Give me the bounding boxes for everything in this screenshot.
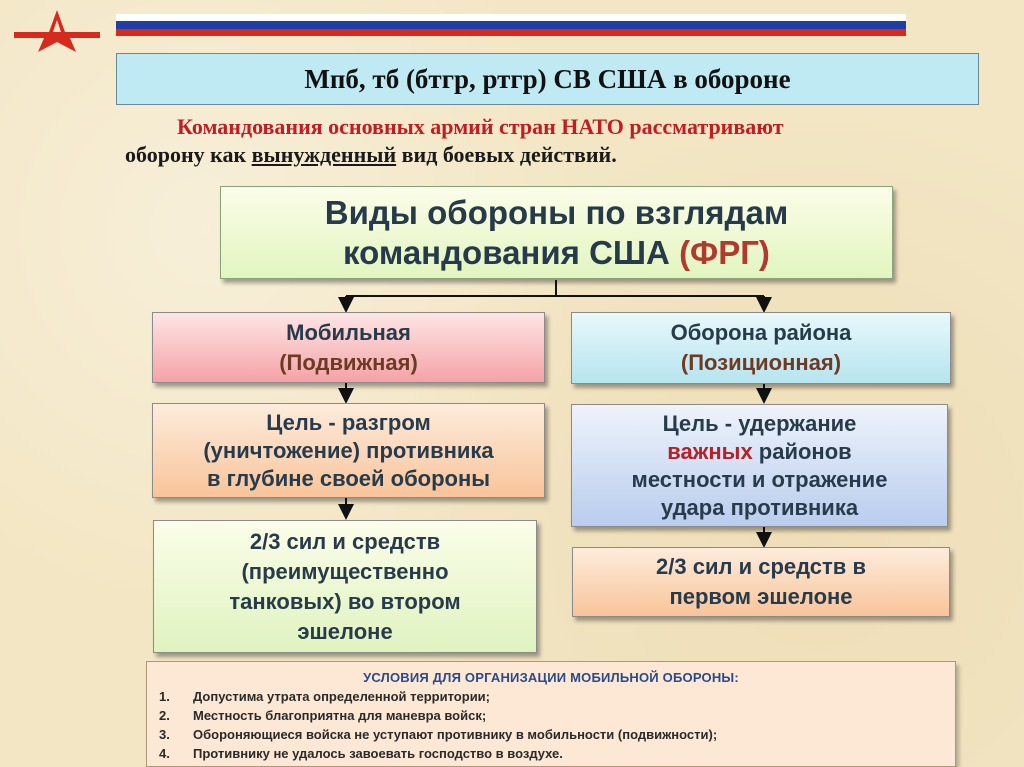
list-item-text: Местность благоприятна для маневра войск; (193, 708, 487, 723)
conditions-list (147, 687, 955, 763)
heading-line-2-text: командования США (343, 233, 680, 271)
heading-line-1: Виды обороны по взглядам (324, 193, 789, 231)
area-forces-line-2: первом эшелоне (669, 584, 853, 609)
list-item-text: Обороняющиеся войска не уступают противнику в мобильности (подвижности); (193, 727, 718, 742)
mobile-goal-line-2: (уничтожение) противника (203, 437, 494, 463)
area-forces-line-1: 2/3 сил и средств в (656, 554, 866, 579)
intro-line-1: Командования основных армий стран НАТО рассматривают (177, 114, 784, 139)
mobile-defense-goal-box (152, 403, 545, 498)
mobile-forces-line-4: эшелоне (297, 618, 393, 644)
mobile-goal-line-3: в глубине своей обороны (206, 465, 491, 491)
list-item (147, 725, 955, 744)
list-item (147, 744, 955, 763)
mobile-defense-conditions-box (146, 661, 956, 767)
intro-underlined-word: вынужденный (251, 142, 397, 167)
list-item-number: 4. (159, 746, 170, 761)
area-defense-goal-box (571, 404, 948, 527)
area-defense-name: Оборона района (670, 320, 852, 345)
page-title: Мпб, тб (бтгр, ртгр) СВ США в обороне (116, 53, 979, 105)
list-item-text: Противнику не удалось завоевать господство в воздухе. (193, 746, 563, 761)
list-item-number: 3. (159, 727, 170, 742)
area-defense-subtitle: (Позиционная) (680, 350, 842, 375)
area-goal-line-4: удара противника (660, 494, 859, 520)
area-defense-box (571, 312, 951, 384)
area-goal-line-1: Цель - удержание (662, 410, 857, 436)
area-goal-line-2-rest: районов (752, 438, 852, 464)
list-item-text: Допустима утрата определенной территории; (193, 689, 491, 704)
mobile-goal-line-1: Цель - разгром (266, 409, 431, 435)
mobile-defense-subtitle: (Подвижная) (279, 349, 418, 375)
list-item (147, 706, 955, 725)
area-defense-forces-box (572, 547, 950, 617)
mobile-forces-line-3: танковых) во втором (229, 588, 461, 614)
area-goal-line-2 (667, 438, 851, 466)
mobile-defense-forces-box (153, 520, 537, 653)
mobile-forces-line-1: 2/3 сил и средств (249, 528, 441, 554)
mobile-defense-box (152, 312, 545, 383)
mobile-forces-line-2: (преимущественно (241, 558, 449, 584)
intro-part2: оборону как (125, 142, 252, 167)
heading-accent: (ФРГ) (679, 233, 770, 271)
mobile-defense-name: Мобильная (286, 319, 411, 345)
intro-part3: вид боевых действий. (396, 142, 617, 167)
list-item (147, 687, 955, 706)
area-goal-line-3: местности и отражение (631, 466, 888, 492)
list-item-number: 1. (159, 689, 170, 704)
conditions-heading: УСЛОВИЯ ДЛЯ ОРГАНИЗАЦИИ МОБИЛЬНОЙ ОБОРОНЫ: (363, 670, 739, 685)
area-goal-red-word: важных (667, 438, 753, 464)
list-item-number: 2. (159, 708, 170, 723)
